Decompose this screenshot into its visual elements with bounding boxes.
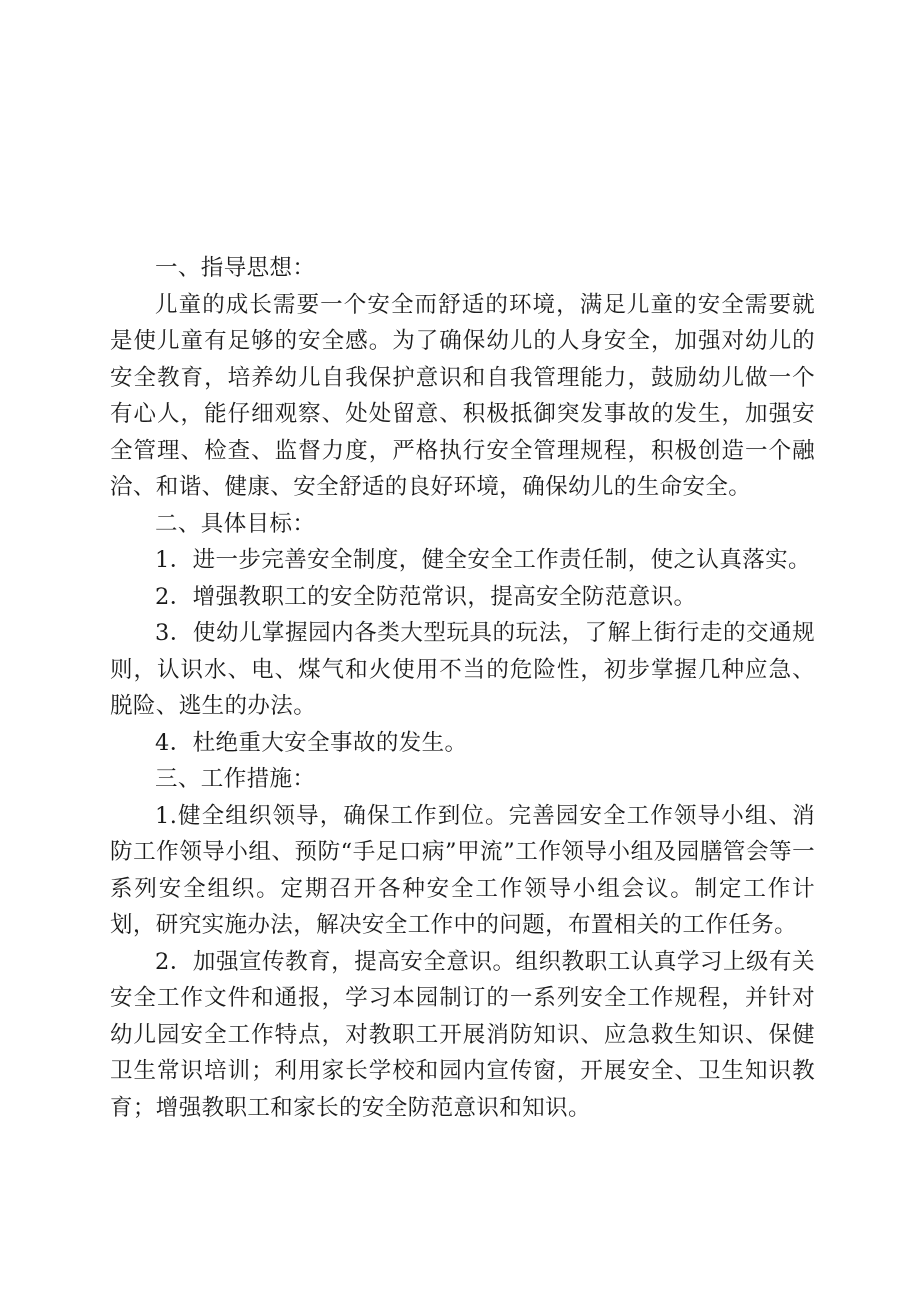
goal-item-2: 2．增强教职工的安全防范常识，提高安全防范意识。 [155,583,697,610]
goal-item-3: 3．使幼儿掌握园内各类大型玩具的玩法，了解上街行走的交通规则，认识水、电、煤气和火使用不当的危险性，初步掌握几种应急、脱险、逃生的办法。 [110,620,815,719]
section-heading-work-measures: 三、工作措施： [155,766,316,792]
section-heading-guiding-ideology: 一、指导思想： [155,255,316,281]
section-heading-specific-goals: 二、具体目标： [155,510,316,537]
paragraph-guiding-ideology: 儿童的成长需要一个安全而舒适的环境，满足儿童的安全需要就是使儿童有足够的安全感。为了确保幼儿的人身安全，加强对幼儿的安全教育，培养幼儿自我保护意识和自我管理能力，鼓励幼儿做一个有心人，能仔细观察、处处留意、积极抵御突发事故的发生，加强安全管理、检查、监督力度，严格执行安全管理规程，积极创造一个融洽、和谐、健康、安全舒适的良好环境，确保幼儿的生命安全。 [110,291,815,500]
document-body [110,250,815,1126]
goal-item-1: 1．进一步完善安全制度，健全安全工作责任制，使之认真落实。 [155,547,811,573]
measure-item-1: 1.健全组织领导，确保工作到位。完善园安全工作领导小组、消防工作领导小组、预防“手足口病”甲流”工作领导小组及园膳管会等一系列安全组织。定期召开各种安全工作领导小组会议。制定工作计划，研究实施办法，解决安全工作中的问题，布置相关的工作任务。 [110,802,815,938]
goal-item-4: 4．杜绝重大安全事故的发生。 [155,729,468,756]
measure-item-2: 2．加强宣传教育，提高安全意识。组织教职工认真学习上级有关安全工作文件和通报，学习本园制订的一系列安全工作规程，并针对幼儿园安全工作特点，对教职工开展消防知识、应急救生知识、保健卫生常识培训；利用家长学校和园内宣传窗，开展安全、卫生知识教育；增强教职工和家长的安全防范意识和知识。 [110,948,815,1121]
